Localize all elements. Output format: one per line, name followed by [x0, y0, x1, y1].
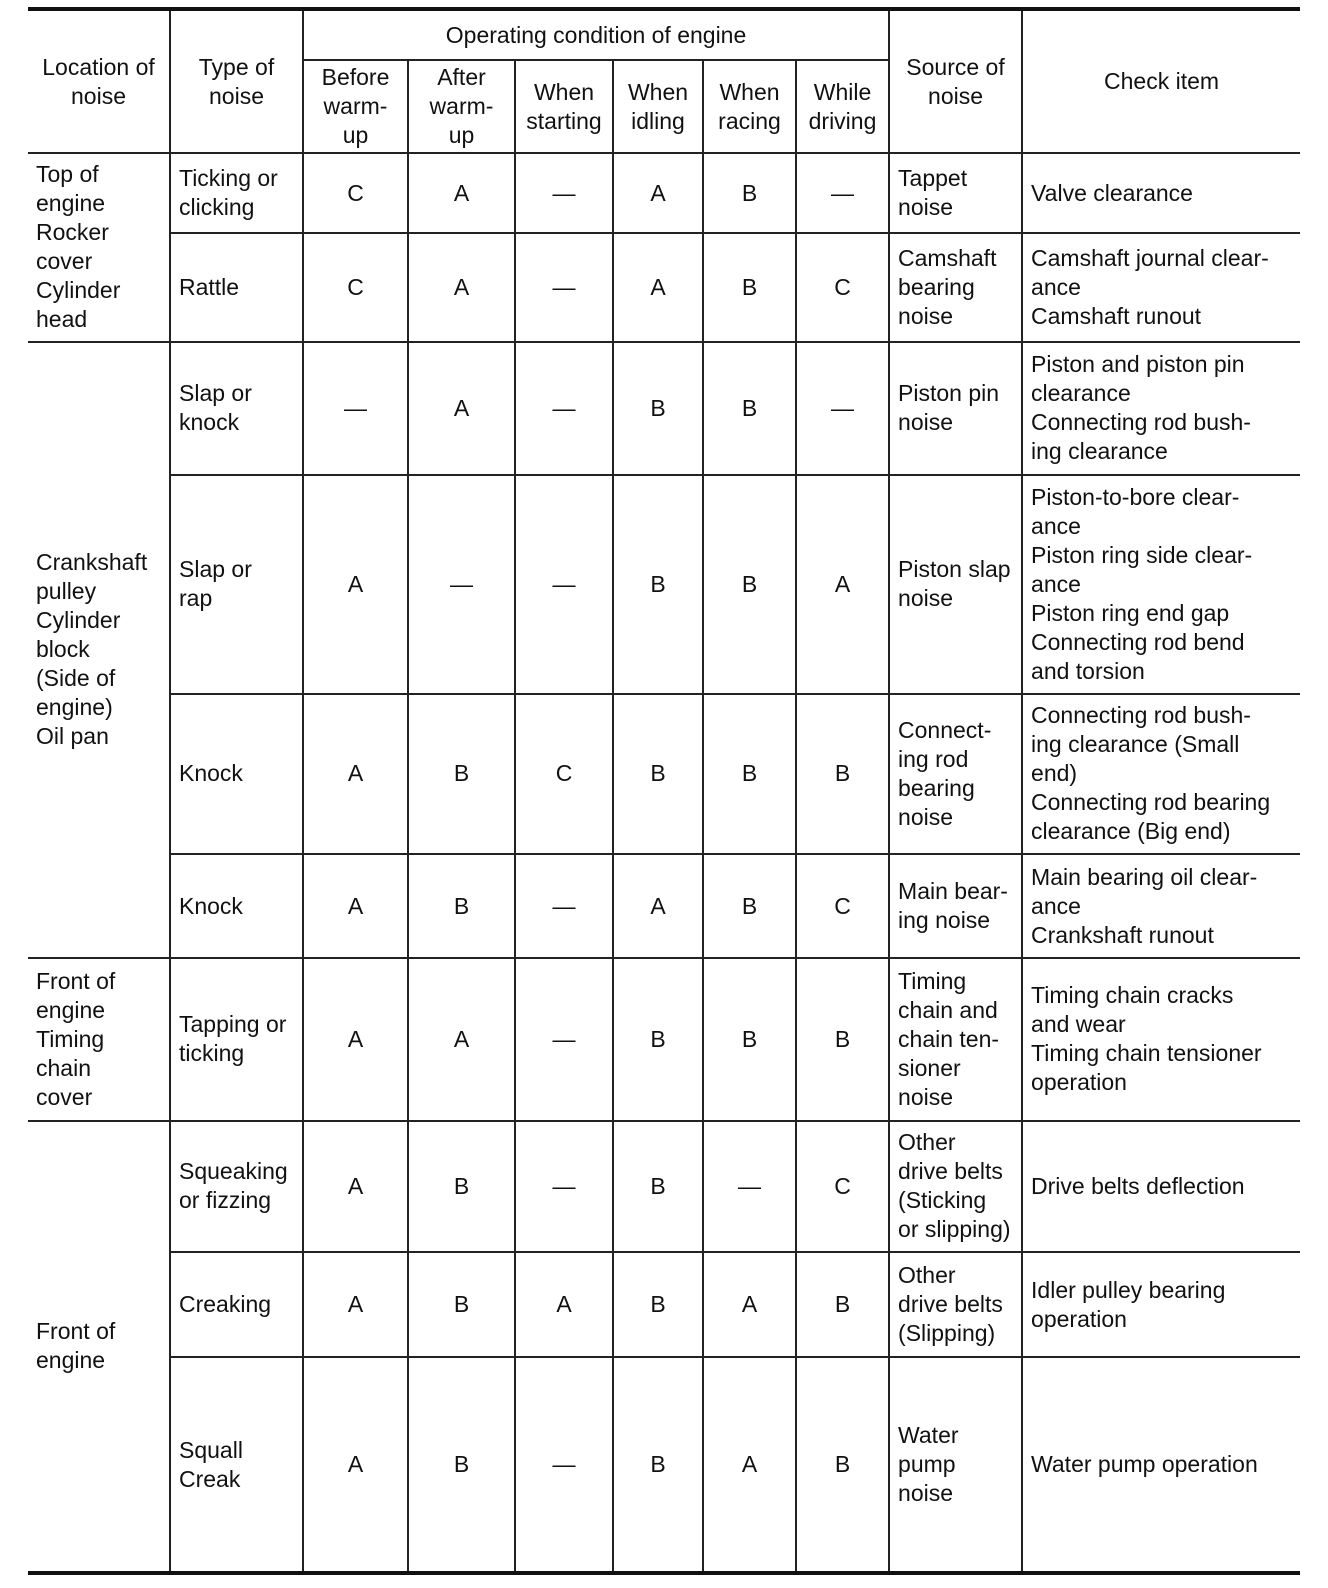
- engine-noise-diagnosis-table: [28, 7, 1300, 1575]
- header-when-starting: When starting: [515, 60, 613, 153]
- condition-after-warmup: B: [408, 854, 515, 958]
- table-row: [28, 1121, 1300, 1252]
- engine-noise-table-sheet: [28, 7, 1300, 1575]
- condition-when-racing: B: [703, 153, 796, 233]
- location-cell: Top of engine Rocker cover Cylinder head: [28, 153, 170, 342]
- noise-type-cell: Creaking: [170, 1252, 303, 1357]
- condition-while-driving: B: [796, 1252, 889, 1357]
- condition-when-starting: A: [515, 1252, 613, 1357]
- condition-when-racing: A: [703, 1357, 796, 1573]
- condition-when-starting: —: [515, 342, 613, 475]
- check-item-cell: Piston-to-bore clear- ance Piston ring side clear- ance Piston ring end gap Connecting rod bend and torsion: [1022, 475, 1300, 694]
- condition-after-warmup: B: [408, 694, 515, 854]
- condition-when-racing: B: [703, 342, 796, 475]
- table-row: [28, 958, 1300, 1120]
- condition-when-racing: B: [703, 233, 796, 341]
- table-row: [28, 694, 1300, 854]
- noise-source-cell: Piston slap noise: [889, 475, 1022, 694]
- header-source: Source of noise: [889, 9, 1022, 153]
- table-row: [28, 342, 1300, 475]
- noise-type-cell: Slap or rap: [170, 475, 303, 694]
- table-row: [28, 1252, 1300, 1357]
- table-row: [28, 153, 1300, 233]
- noise-source-cell: Connect- ing rod bearing noise: [889, 694, 1022, 854]
- condition-when-racing: A: [703, 1252, 796, 1357]
- condition-before-warmup: A: [303, 854, 408, 958]
- condition-after-warmup: B: [408, 1357, 515, 1573]
- condition-after-warmup: A: [408, 233, 515, 341]
- table-row: [28, 475, 1300, 694]
- condition-when-starting: —: [515, 233, 613, 341]
- condition-when-starting: —: [515, 958, 613, 1120]
- condition-when-idling: B: [613, 958, 703, 1120]
- noise-source-cell: Other drive belts (Slipping): [889, 1252, 1022, 1357]
- noise-source-cell: Camshaft bearing noise: [889, 233, 1022, 341]
- condition-while-driving: C: [796, 1121, 889, 1252]
- condition-before-warmup: A: [303, 694, 408, 854]
- condition-when-starting: —: [515, 153, 613, 233]
- noise-type-cell: Knock: [170, 694, 303, 854]
- table-row: [28, 1357, 1300, 1573]
- noise-source-cell: Timing chain and chain ten- sioner noise: [889, 958, 1022, 1120]
- noise-type-cell: Tapping or ticking: [170, 958, 303, 1120]
- noise-type-cell: Squeaking or fizzing: [170, 1121, 303, 1252]
- noise-source-cell: Main bear- ing noise: [889, 854, 1022, 958]
- condition-before-warmup: A: [303, 475, 408, 694]
- noise-type-cell: Squall Creak: [170, 1357, 303, 1573]
- check-item-cell: Valve clearance: [1022, 153, 1300, 233]
- condition-after-warmup: A: [408, 958, 515, 1120]
- check-item-cell: Connecting rod bush- ing clearance (Small end) Connecting rod bearing clearance (Big end): [1022, 694, 1300, 854]
- condition-when-racing: B: [703, 958, 796, 1120]
- condition-before-warmup: A: [303, 1357, 408, 1573]
- condition-before-warmup: C: [303, 153, 408, 233]
- header-when-racing: When racing: [703, 60, 796, 153]
- location-cell: Front of engine: [28, 1121, 170, 1573]
- condition-while-driving: —: [796, 342, 889, 475]
- header-operating-condition: Operating condition of engine: [303, 9, 889, 60]
- check-item-cell: Water pump operation: [1022, 1357, 1300, 1573]
- condition-while-driving: B: [796, 694, 889, 854]
- header-while-driving: While driving: [796, 60, 889, 153]
- condition-after-warmup: A: [408, 153, 515, 233]
- condition-when-idling: A: [613, 854, 703, 958]
- check-item-cell: Drive belts deflection: [1022, 1121, 1300, 1252]
- condition-before-warmup: C: [303, 233, 408, 341]
- condition-before-warmup: A: [303, 958, 408, 1120]
- check-item-cell: Piston and piston pin clearance Connecting rod bush- ing clearance: [1022, 342, 1300, 475]
- condition-when-idling: A: [613, 233, 703, 341]
- condition-when-racing: B: [703, 854, 796, 958]
- table-row: [28, 854, 1300, 958]
- condition-when-starting: —: [515, 1121, 613, 1252]
- noise-source-cell: Piston pin noise: [889, 342, 1022, 475]
- condition-when-idling: B: [613, 1121, 703, 1252]
- condition-when-starting: —: [515, 854, 613, 958]
- condition-when-idling: B: [613, 694, 703, 854]
- condition-when-idling: B: [613, 1357, 703, 1573]
- condition-while-driving: A: [796, 475, 889, 694]
- noise-type-cell: Ticking or clicking: [170, 153, 303, 233]
- condition-while-driving: B: [796, 1357, 889, 1573]
- condition-when-idling: B: [613, 342, 703, 475]
- check-item-cell: Timing chain cracks and wear Timing chain tensioner operation: [1022, 958, 1300, 1120]
- condition-before-warmup: A: [303, 1121, 408, 1252]
- condition-before-warmup: —: [303, 342, 408, 475]
- noise-type-cell: Knock: [170, 854, 303, 958]
- condition-before-warmup: A: [303, 1252, 408, 1357]
- header-type: Type of noise: [170, 9, 303, 153]
- condition-when-racing: —: [703, 1121, 796, 1252]
- condition-when-starting: C: [515, 694, 613, 854]
- condition-after-warmup: B: [408, 1121, 515, 1252]
- condition-when-starting: —: [515, 475, 613, 694]
- header-when-idling: When idling: [613, 60, 703, 153]
- condition-while-driving: B: [796, 958, 889, 1120]
- condition-while-driving: —: [796, 153, 889, 233]
- noise-type-cell: Slap or knock: [170, 342, 303, 475]
- table-row: [28, 233, 1300, 341]
- noise-source-cell: Tappet noise: [889, 153, 1022, 233]
- noise-source-cell: Other drive belts (Sticking or slipping): [889, 1121, 1022, 1252]
- condition-when-idling: B: [613, 475, 703, 694]
- condition-after-warmup: B: [408, 1252, 515, 1357]
- condition-after-warmup: A: [408, 342, 515, 475]
- header-after-warmup: After warm-up: [408, 60, 515, 153]
- condition-after-warmup: —: [408, 475, 515, 694]
- noise-type-cell: Rattle: [170, 233, 303, 341]
- condition-when-starting: —: [515, 1357, 613, 1573]
- condition-when-idling: A: [613, 153, 703, 233]
- check-item-cell: Camshaft journal clear- ance Camshaft runout: [1022, 233, 1300, 341]
- header-location: Location of noise: [28, 9, 170, 153]
- location-cell: Crankshaft pulley Cylinder block (Side of engine) Oil pan: [28, 342, 170, 959]
- header-before-warmup: Before warm-up: [303, 60, 408, 153]
- noise-source-cell: Water pump noise: [889, 1357, 1022, 1573]
- condition-while-driving: C: [796, 854, 889, 958]
- condition-while-driving: C: [796, 233, 889, 341]
- condition-when-idling: B: [613, 1252, 703, 1357]
- check-item-cell: Main bearing oil clear- ance Crankshaft runout: [1022, 854, 1300, 958]
- condition-when-racing: B: [703, 694, 796, 854]
- condition-when-racing: B: [703, 475, 796, 694]
- location-cell: Front of engine Timing chain cover: [28, 958, 170, 1120]
- header-check-item: Check item: [1022, 9, 1300, 153]
- check-item-cell: Idler pulley bearing operation: [1022, 1252, 1300, 1357]
